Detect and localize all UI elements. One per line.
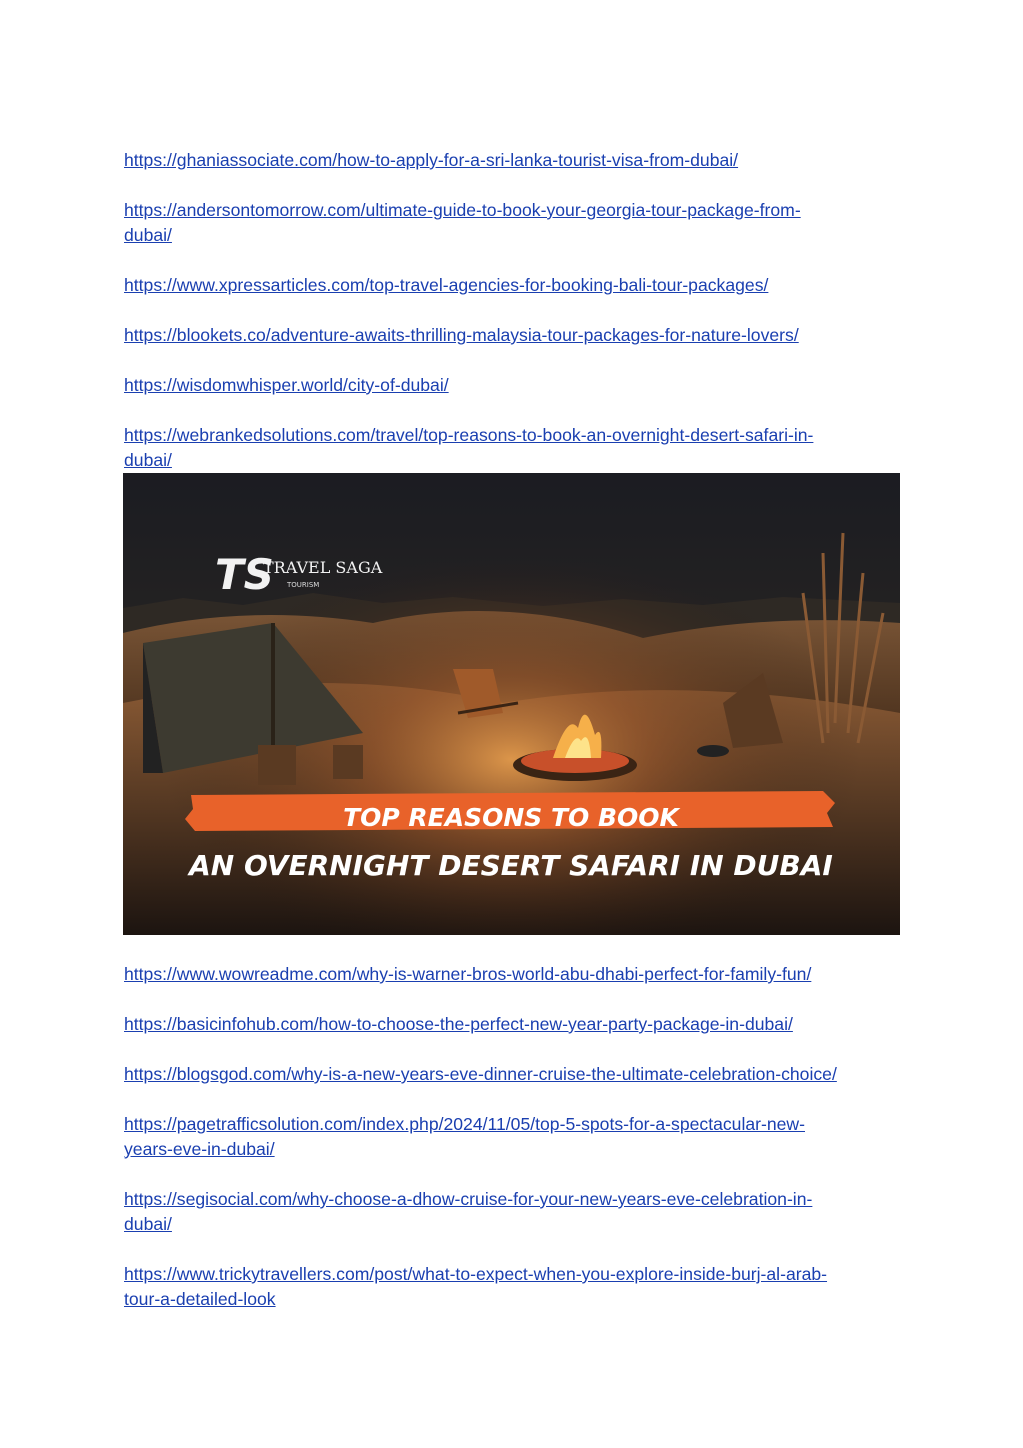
logo-name: TRAVEL SAGA xyxy=(263,558,383,577)
logo-sub: TOURISM xyxy=(287,581,320,589)
link-line: dubai/ xyxy=(124,450,172,470)
link-line: https://www.trickytravellers.com/post/what-to-expect-when-you-explore-inside-burj-al-arab- xyxy=(124,1264,828,1284)
desert-safari-banner-image xyxy=(123,473,900,935)
link-dinner-cruise[interactable] xyxy=(124,1062,904,1087)
link-line: dubai/ xyxy=(124,1214,172,1234)
link-line: https://wisdomwhisper.world/city-of-dubai/ xyxy=(124,375,449,395)
link-bali-tour[interactable] xyxy=(124,273,904,298)
link-line: tour-a-detailed-look xyxy=(124,1289,276,1309)
link-malaysia-tour[interactable] xyxy=(124,323,904,348)
link-line: https://andersontomorrow.com/ultimate-guide-to-book-your-georgia-tour-package-from- xyxy=(124,200,801,220)
link-city-of-dubai[interactable] xyxy=(124,373,904,398)
link-line: https://ghaniassociate.com/how-to-apply-for-a-sri-lanka-tourist-visa-from-dubai/ xyxy=(124,150,739,170)
link-line: https://basicinfohub.com/how-to-choose-the-perfect-new-year-party-package-in-dubai/ xyxy=(124,1014,793,1034)
banner-headline-2: AN OVERNIGHT DESERT SAFARI IN DUBAI xyxy=(189,849,833,882)
link-sri-lanka-visa[interactable] xyxy=(124,148,904,173)
link-georgia-tour[interactable] xyxy=(124,198,904,248)
link-line: https://blookets.co/adventure-awaits-thrilling-malaysia-tour-packages-for-nature-lovers/ xyxy=(124,325,799,345)
logo-monogram: TS xyxy=(215,550,274,599)
link-new-years-eve-spots[interactable] xyxy=(124,1112,904,1162)
link-line: years-eve-in-dubai/ xyxy=(124,1139,275,1159)
link-line: https://pagetrafficsolution.com/index.php/2024/11/05/top-5-spots-for-a-spectacular-new- xyxy=(124,1114,805,1134)
link-line: https://www.wowreadme.com/why-is-warner-bros-world-abu-dhabi-perfect-for-family-fun/ xyxy=(124,964,812,984)
link-line: dubai/ xyxy=(124,225,172,245)
link-dhow-cruise[interactable] xyxy=(124,1187,904,1237)
link-line: https://segisocial.com/why-choose-a-dhow-cruise-for-your-new-years-eve-celebration-in- xyxy=(124,1189,813,1209)
link-desert-safari[interactable] xyxy=(124,423,904,473)
link-line: https://www.xpressarticles.com/top-travel-agencies-for-booking-bali-tour-packages/ xyxy=(124,275,769,295)
link-line: https://blogsgod.com/why-is-a-new-years-eve-dinner-cruise-the-ultimate-celebration-choice/ xyxy=(124,1064,837,1084)
link-warner-bros[interactable] xyxy=(124,962,904,987)
link-line: https://webrankedsolutions.com/travel/top-reasons-to-book-an-overnight-desert-safari-in- xyxy=(124,425,814,445)
banner-headline-1: TOP REASONS TO BOOK xyxy=(343,803,679,832)
link-new-year-party[interactable] xyxy=(124,1012,904,1037)
link-burj-al-arab[interactable] xyxy=(124,1262,904,1312)
